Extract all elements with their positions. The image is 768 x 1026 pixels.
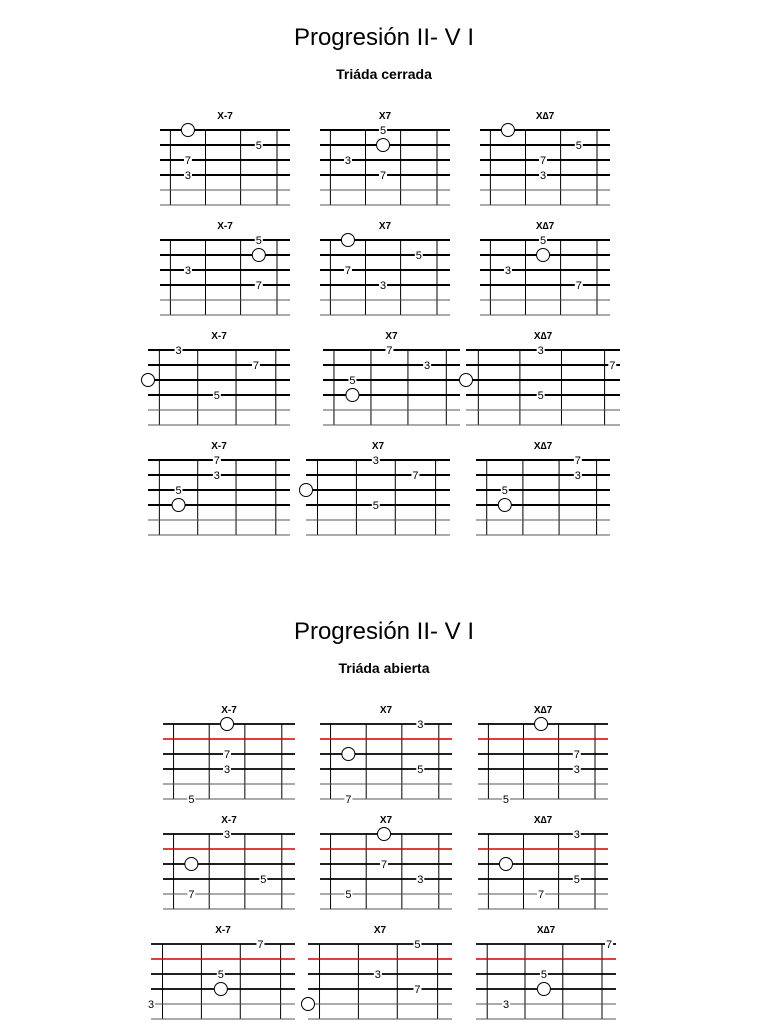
chord-diagram: [310, 702, 462, 806]
chord-diagram: [466, 922, 626, 1026]
interval-number: 3: [223, 829, 231, 841]
chord-label: X-7: [211, 441, 227, 452]
interval-number: 5: [573, 874, 580, 886]
chord-diagram: [138, 328, 300, 432]
interval-number: 7: [257, 939, 264, 951]
interval-number: 5: [539, 235, 547, 247]
interval-number: 7: [345, 794, 352, 806]
root-dot: [378, 828, 391, 841]
interval-number: 3: [417, 719, 424, 731]
interval-number: 5: [417, 764, 424, 776]
chord-diagram: [470, 218, 620, 322]
interval-number: 7: [574, 455, 581, 467]
interval-number: 5: [501, 485, 508, 497]
interval-number: 7: [213, 455, 220, 467]
interval-number: 5: [345, 889, 352, 901]
interval-number: 5: [379, 125, 387, 137]
chord-diagram: [153, 702, 305, 806]
chord-diagram: [153, 812, 305, 916]
interval-number: 7: [184, 155, 192, 167]
chord-label: X-7: [221, 705, 237, 716]
interval-number: 5: [540, 969, 547, 981]
interval-number: 5: [255, 235, 262, 247]
root-dot: [342, 748, 355, 761]
section-2-title: Progresión II- V I: [293, 618, 475, 645]
interval-number: 5: [188, 794, 195, 806]
chord-diagram: [310, 218, 460, 322]
interval-number: 5: [502, 794, 510, 806]
chord-label: X-7: [217, 111, 233, 122]
chord-label: X7: [379, 815, 393, 826]
section-1-title: Progresión II- V I: [293, 24, 475, 51]
root-dot: [181, 124, 194, 137]
interval-number: 3: [184, 265, 192, 277]
section-2-subtitle: Triáda abierta: [338, 660, 430, 676]
interval-number: 7: [605, 939, 613, 951]
section-1-subtitle: Triáda cerrada: [336, 66, 432, 82]
interval-number: 7: [575, 280, 582, 292]
interval-number: 3: [417, 874, 424, 886]
interval-number: 5: [217, 969, 224, 981]
interval-number: 7: [188, 889, 195, 901]
chord-label: X7: [378, 221, 392, 232]
interval-number: 5: [414, 939, 421, 951]
interval-number: 5: [349, 375, 356, 387]
chord-diagram: [141, 922, 305, 1026]
interval-number: 3: [574, 470, 581, 482]
interval-number: 5: [575, 140, 582, 152]
chord-label: X∆7: [533, 815, 553, 826]
interval-number: 3: [539, 170, 547, 182]
chord-label: X7: [385, 331, 398, 342]
chord-label: X∆7: [533, 441, 553, 452]
chord-label: X-7: [217, 221, 233, 232]
chord-label: X7: [373, 925, 387, 936]
chord-label: X-7: [211, 331, 227, 342]
interval-number: 7: [386, 345, 393, 357]
interval-number: 3: [223, 764, 231, 776]
root-dot: [498, 499, 511, 512]
chord-diagram: [310, 108, 460, 212]
interval-number: 3: [537, 345, 544, 357]
chord-diagram: [298, 922, 462, 1026]
chord-label: X∆7: [533, 705, 553, 716]
interval-number: 3: [372, 455, 379, 467]
chord-label: X∆7: [535, 221, 555, 232]
interval-number: 3: [503, 999, 510, 1011]
root-dot: [460, 374, 473, 387]
interval-number: 3: [424, 360, 431, 372]
interval-number: 3: [344, 155, 352, 167]
interval-number: 7: [609, 360, 616, 372]
root-dot: [142, 374, 155, 387]
chord-label: X7: [379, 705, 393, 716]
root-dot: [214, 983, 227, 996]
interval-number: 3: [374, 969, 381, 981]
chord-label: X7: [378, 111, 392, 122]
chord-diagram: [466, 438, 620, 542]
interval-number: 5: [260, 874, 267, 886]
interval-number: 3: [573, 829, 580, 841]
chord-diagram: [468, 702, 618, 806]
interval-number: 7: [573, 749, 580, 761]
root-dot: [221, 718, 234, 731]
chord-diagram: [468, 812, 618, 916]
interval-number: 3: [573, 764, 580, 776]
chord-label: X∆7: [536, 925, 556, 936]
chord-label: X∆7: [533, 331, 553, 342]
interval-number: 3: [175, 345, 182, 357]
chord-diagram: [296, 438, 460, 542]
interval-number: 7: [223, 749, 231, 761]
chord-diagram: [150, 108, 300, 212]
interval-number: 7: [255, 280, 262, 292]
chord-diagram: [313, 328, 470, 432]
root-dot: [535, 718, 548, 731]
interval-number: 7: [344, 265, 352, 277]
interval-number: 3: [379, 280, 387, 292]
root-dot: [377, 139, 390, 152]
chord-diagram: [310, 812, 462, 916]
interval-number: 3: [184, 170, 192, 182]
chord-diagram: [470, 108, 620, 212]
interval-number: 7: [252, 360, 259, 372]
chord-label: X-7: [215, 925, 231, 936]
root-dot: [185, 858, 198, 871]
chord-diagram: [138, 438, 300, 542]
chord-label: X7: [371, 441, 385, 452]
chord-label: X-7: [221, 815, 237, 826]
root-dot: [252, 249, 265, 262]
root-dot: [300, 484, 313, 497]
interval-number: 5: [415, 250, 422, 262]
root-dot: [346, 389, 359, 402]
root-dot: [501, 124, 514, 137]
root-dot: [537, 983, 550, 996]
interval-number: 5: [537, 390, 544, 402]
interval-number: 7: [414, 984, 421, 996]
interval-number: 3: [504, 265, 512, 277]
chord-label: X∆7: [535, 111, 555, 122]
interval-number: 7: [379, 170, 387, 182]
interval-number: 3: [147, 999, 155, 1011]
interval-number: 5: [372, 500, 379, 512]
root-dot: [302, 998, 315, 1011]
chord-diagram: [456, 328, 630, 432]
interval-number: 7: [380, 859, 388, 871]
interval-number: 5: [213, 390, 220, 402]
interval-number: 7: [412, 470, 419, 482]
root-dot: [499, 858, 512, 871]
root-dot: [341, 234, 354, 247]
interval-number: 7: [537, 889, 545, 901]
interval-number: 3: [213, 470, 220, 482]
interval-number: 7: [539, 155, 547, 167]
root-dot: [172, 499, 185, 512]
interval-number: 5: [175, 485, 182, 497]
root-dot: [537, 249, 550, 262]
interval-number: 5: [255, 140, 262, 152]
chord-diagram: [150, 218, 300, 322]
